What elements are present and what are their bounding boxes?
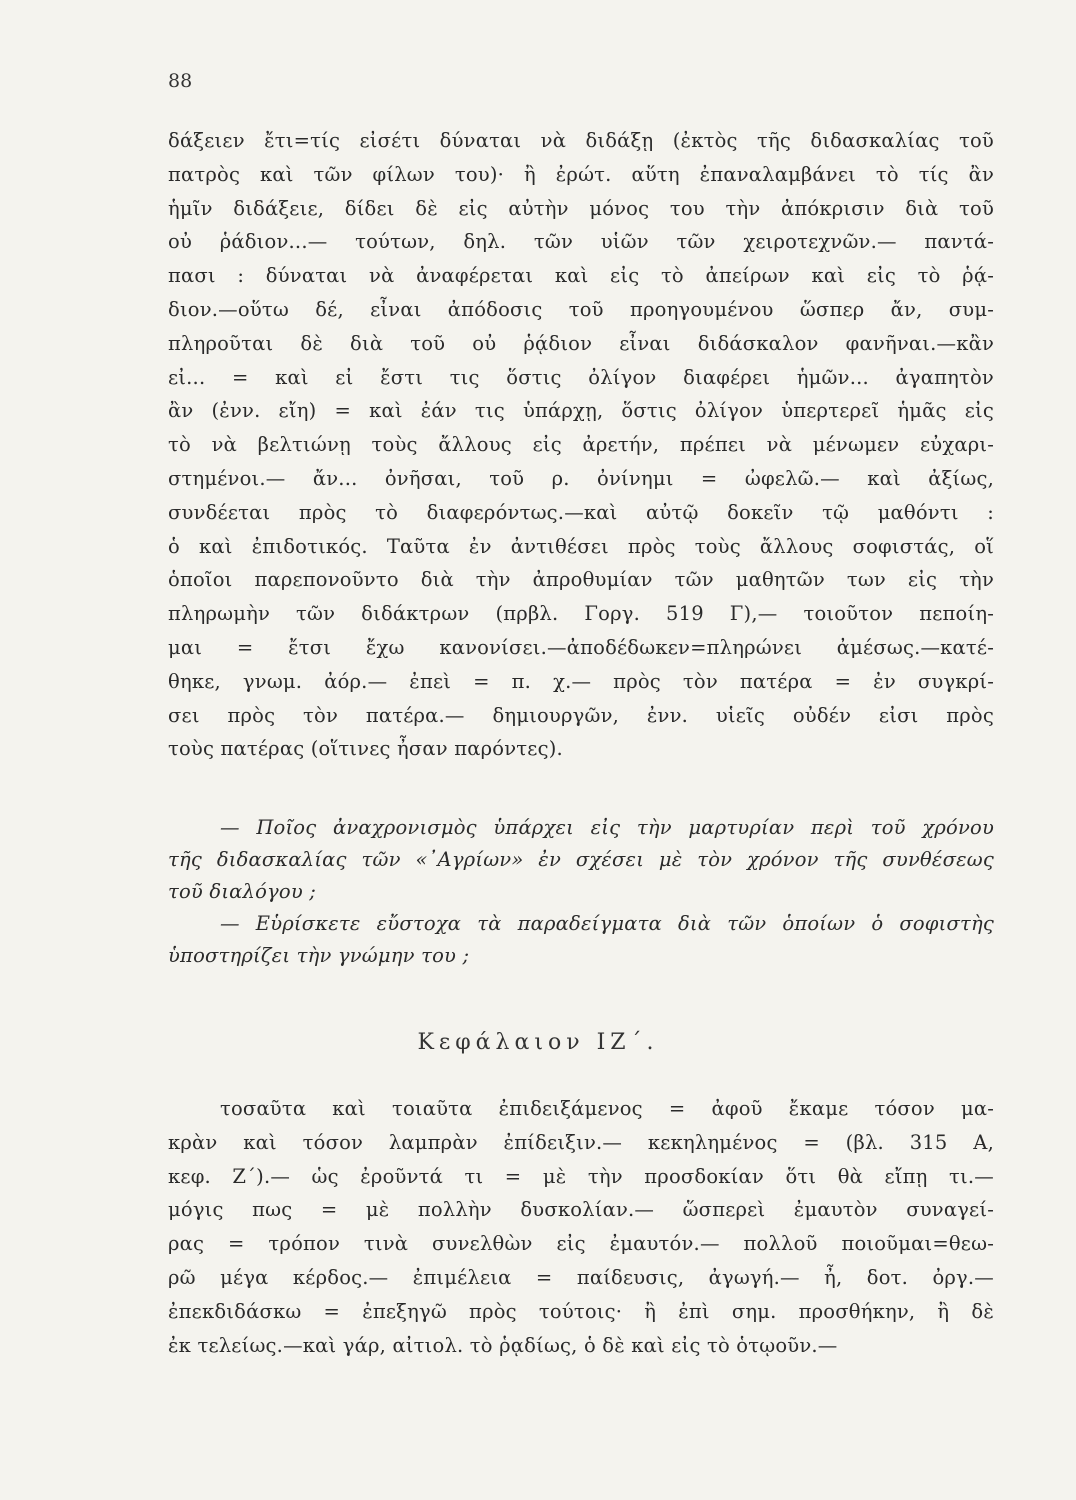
commentary-line-12: συνδέεται πρὸς τὸ διαφερόντως.—καὶ αὐτῷ δοκεῖν τῷ μαθόντι :	[168, 500, 994, 524]
chapter-commentary	[168, 1092, 994, 1362]
chapter-heading: Κεφάλαιον ΙΖ΄.	[417, 1030, 659, 1055]
commentary-line-13: ὁ καὶ ἐπιδοτικός. Ταῦτα ἐν ἀντιθέσει πρὸς τοὺς ἄλλους σοφιστάς, οἵ	[168, 534, 994, 558]
chapter-line-6: ρῶ μέγα κέρδος.— ἐπιμέλεια = παίδευσις, ἀγωγή.— ἦ, δοτ. ὀργ.—	[168, 1265, 994, 1289]
question-1-line-1: — Ποῖος ἀναχρονισμὸς ὑπάρχει εἰς τὴν μαρτυρίαν περὶ τοῦ χρόνου	[220, 816, 994, 839]
commentary-line-16: μαι = ἔτσι ἔχω κανονίσει.—ἀποδέδωκεν=πληρώνει ἀμέσως.—κατέ-	[168, 635, 994, 659]
commentary-line-9: ἂν (ἐνν. εἴη) = καὶ ἐάν τις ὑπάρχῃ, ὅστις ὀλίγον ὑπερτερεῖ ἡμᾶς εἰς	[168, 399, 994, 423]
commentary-line-17: θηκε, γνωμ. ἀόρ.— ἐπεὶ = π. χ.— πρὸς τὸν πατέρα = ἐν συγκρί-	[168, 669, 994, 693]
chapter-line-8: ἐκ τελείως.—καὶ γάρ, αἰτιολ. τὸ ῥᾳδίως, ὁ δὲ καὶ εἰς τὸ ὁτῳοῦν.—	[168, 1333, 838, 1357]
page-number: 88	[168, 70, 193, 92]
commentary-line-15: πληρωμὴν τῶν διδάκτρων (πρβλ. Γοργ. 519 Γ),— τοιοῦτον πεποίη-	[168, 602, 994, 626]
chapter-line-2: κρὰν καὶ τόσον λαμπρὰν ἐπίδειξιν.— κεκηλημένος = (βλ. 315 Α,	[168, 1130, 994, 1154]
commentary-line-5: πασι : δύναται νὰ ἀναφέρεται καὶ εἰς τὸ ἀπείρων καὶ εἰς τὸ ῥᾴ-	[168, 264, 994, 288]
commentary-line-14: ὁποῖοι παρεπονοῦντο διὰ τὴν ἀπροθυμίαν τῶν μαθητῶν των εἰς τὴν	[168, 568, 994, 592]
commentary-line-3: ἡμῖν διδάξειε, δίδει δὲ εἰς αὐτὴν μόνος του τὴν ἀπόκρισιν διὰ τοῦ	[168, 196, 994, 220]
commentary-line-18: σει πρὸς τὸν πατέρα.— δημιουργῶν, ἐνν. υἱεῖς οὐδέν εἰσι πρὸς	[168, 703, 994, 727]
chapter-line-5: ρας = τρόπον τινὰ συνελθὼν εἰς ἐμαυτόν.— πολλοῦ ποιοῦμαι=θεω-	[168, 1232, 994, 1256]
commentary-line-8: εἰ... = καὶ εἰ ἔστι τις ὅστις ὀλίγον διαφέρει ἡμῶν... ἀγαπητὸν	[168, 365, 994, 389]
study-questions	[168, 812, 994, 972]
commentary-line-7: πληροῦται δὲ διὰ τοῦ οὐ ῥᾴδιον εἶναι διδάσκαλον φανῆναι.—κἂν	[168, 331, 994, 355]
question-2-line-1: — Εὑρίσκετε εὔστοχα τὰ παραδείγματα διὰ τῶν ὁποίων ὁ σοφιστὴς	[220, 912, 994, 935]
commentary-line-10: τὸ νὰ βελτιώνῃ τοὺς ἄλλους εἰς ἀρετήν, πρέπει νὰ μένωμεν εὐχαρι-	[168, 433, 994, 457]
commentary-line-19: τοὺς πατέρας (οἵτινες ἦσαν παρόντες).	[168, 737, 563, 761]
commentary-text	[168, 124, 994, 766]
commentary-line-11: στημένοι.— ἄν... ὀνῆσαι, τοῦ ρ. ὀνίνημι = ὠφελῶ.— καὶ ἀξίως,	[168, 466, 994, 490]
commentary-line-4: οὐ ῥάδιον...— τούτων, δηλ. τῶν υἱῶν τῶν χειροτεχνῶν.— παντά-	[168, 230, 994, 254]
question-1-line-2: τῆς διδασκαλίας τῶν «᾿Αγρίων» ἐν σχέσει μὲ τὸν χρόνον τῆς συνθέσεως	[168, 848, 994, 871]
chapter-line-4: μόγις πως = μὲ πολλὴν δυσκολίαν.— ὥσπερεὶ ἐμαυτὸν συναγεί-	[168, 1198, 994, 1222]
question-1-line-3: τοῦ διαλόγου ;	[168, 880, 317, 903]
commentary-line-2: πατρὸς καὶ τῶν φίλων του)· ἢ ἐρώτ. αὕτη ἐπαναλαμβάνει τὸ τίς ἂν	[168, 162, 994, 186]
chapter-line-1: τοσαῦτα καὶ τοιαῦτα ἐπιδειξάμενος = ἀφοῦ ἔκαμε τόσον μα-	[220, 1097, 994, 1120]
question-2-line-2: ὑποστηρίζει τὴν γνώμην του ;	[168, 944, 470, 967]
commentary-line-6: διον.—οὕτω δέ, εἶναι ἀπόδοσις τοῦ προηγουμένου ὥσπερ ἄν, συμ-	[168, 297, 994, 321]
commentary-line-1: δάξειεν ἔτι=τίς εἰσέτι δύναται νὰ διδάξῃ (ἐκτὸς τῆς διδασκαλίας τοῦ	[168, 129, 994, 152]
chapter-line-7: ἐπεκδιδάσκω = ἐπεξηγῶ πρὸς τούτοις· ἢ ἐπὶ σημ. προσθήκην, ἢ δὲ	[168, 1299, 994, 1323]
chapter-line-3: κεφ. Ζ΄).— ὡς ἐροῦντά τι = μὲ τὴν προσδοκίαν ὅτι θὰ εἴπῃ τι.—	[168, 1164, 994, 1188]
